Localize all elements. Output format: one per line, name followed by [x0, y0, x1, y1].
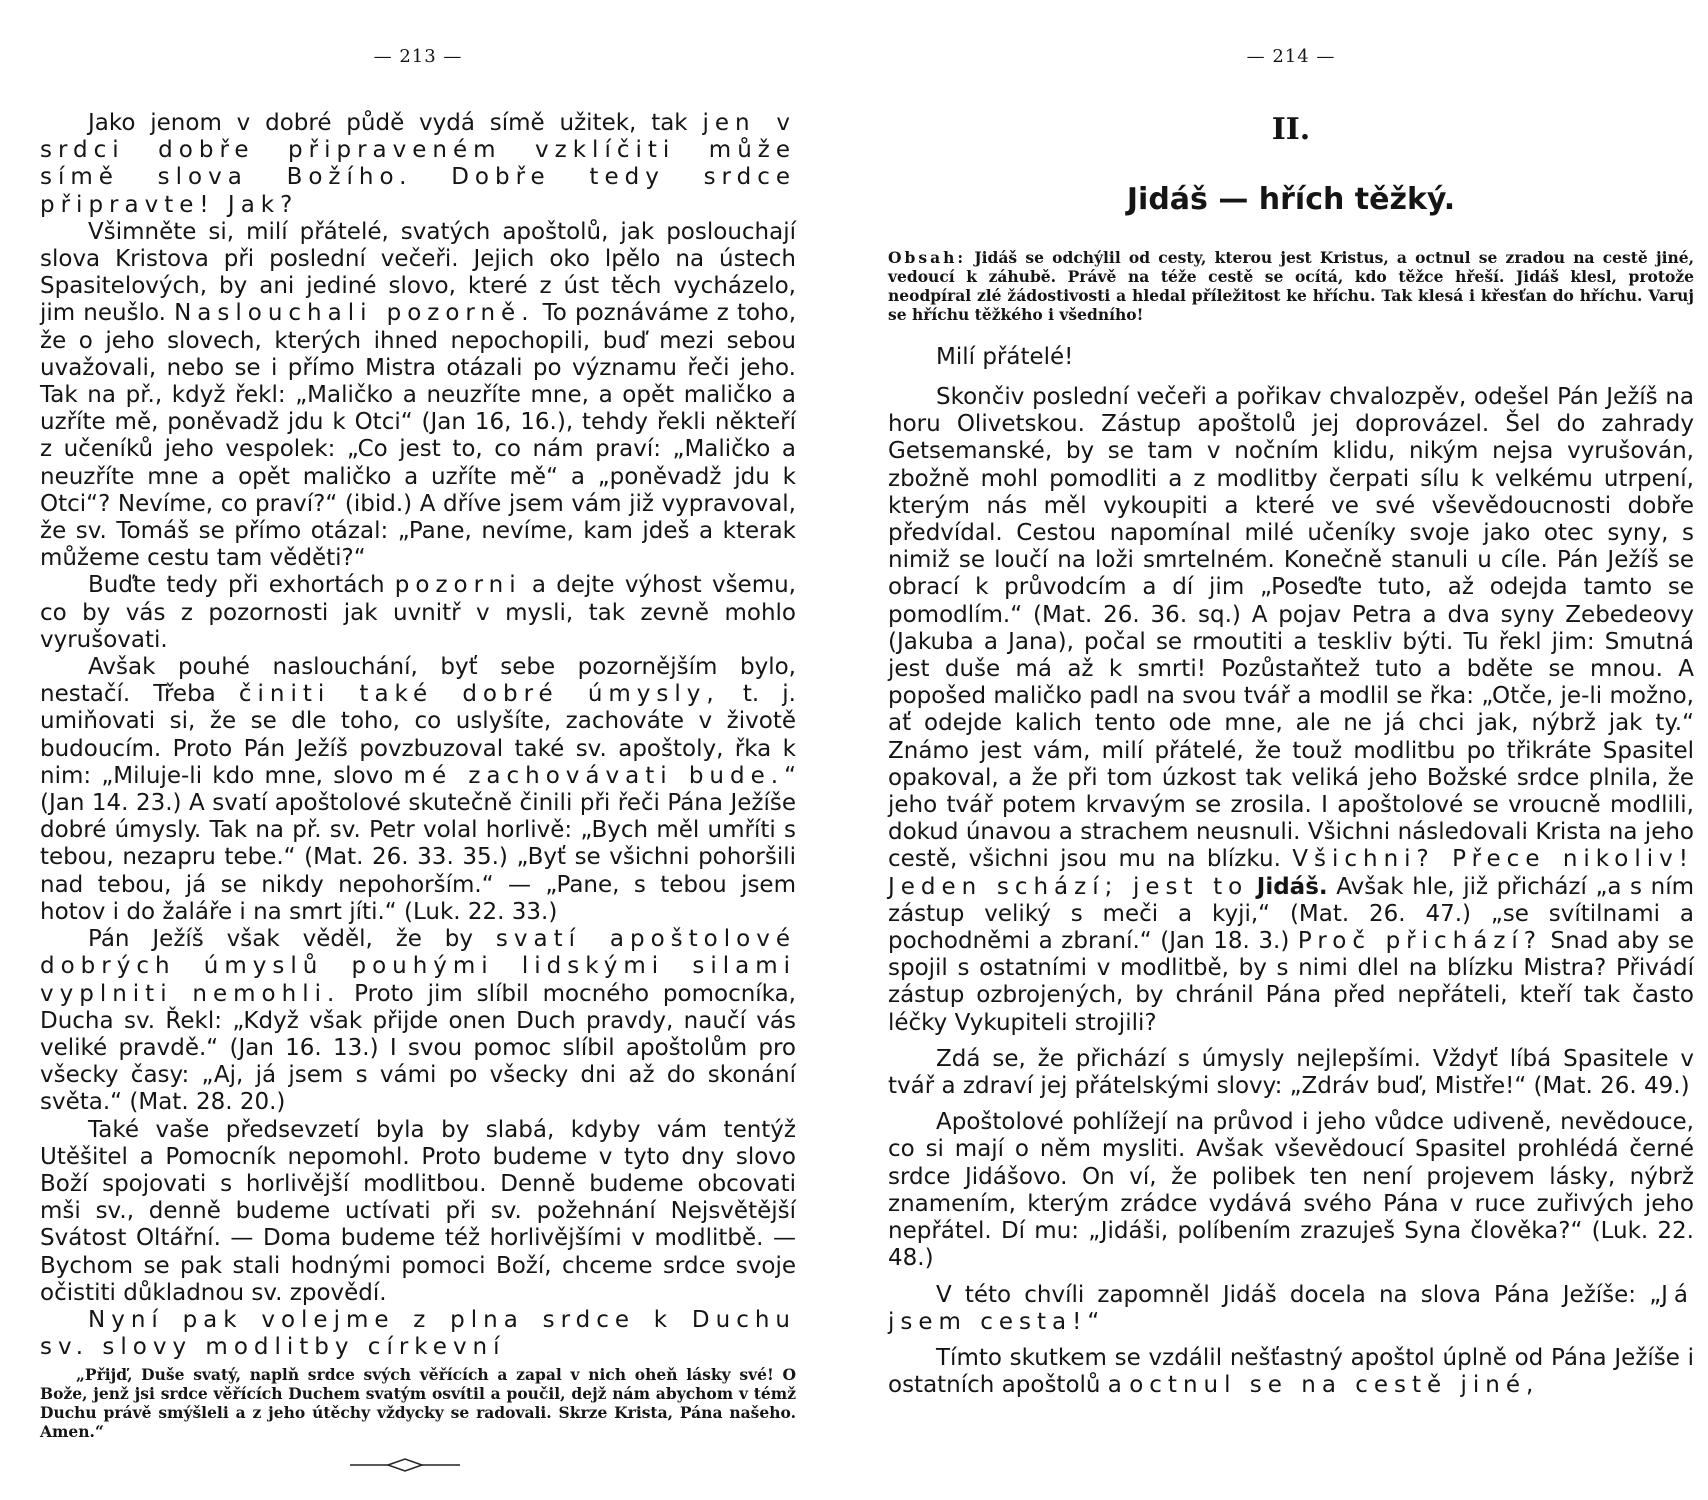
page-number: — 214 — — [1246, 46, 1336, 67]
spaced-emphasis: pozorni — [394, 572, 522, 599]
text-run: Pán Ježíš však věděl, že by — [88, 926, 496, 953]
prayer-text — [40, 1365, 796, 1441]
text-run: To poznáváme z toho, že o jeho slovech, kterých ihned nepochopili, buď mezi sebou uvažovali, nebo se i přímo Mistra otázali po významu řeči jeho. Tak na př., když řekl: „Maličko a neuzříte mne, a opět maličko a uzříte mě, poněvadž jdu k Otci“ (Jan 16, 16.), tehdy řekli někteří z učeníků jeho vespolek: „Co jest to, co nám praví: „Maličko a neuzříte mne a opět maličko a uzříte mě“ a „poněvadž jdu k Otci“? Nevíme, co praví?“ (ibid.) A dříve jsem vám již vypravoval, že sv. Tomáš se přímo otázal: „Pane, nevíme, kam jdeš a kterak můžeme cestu tam věděti?“ — [40, 300, 797, 572]
paragraph — [40, 219, 796, 573]
paragraph — [40, 654, 796, 926]
paragraph — [888, 384, 1694, 1037]
spaced-emphasis: svatí apoštolové dobrých úmyslů pouhými lidskými silami vyplniti nemohli. — [40, 926, 796, 1007]
text-run: V této chvíli zapomněl Jidáš docela na slova Pána Ježíše: „ — [936, 1281, 1662, 1308]
right-page — [854, 0, 1708, 1500]
spaced-emphasis: Já jsem cesta! — [888, 1281, 1694, 1335]
text-run: Avšak hle, již přichází „a s ním zástup veliký s meči a kyji,“ (Mat. 26. 47.) „se svítilnami a pochodněmi a zbraní.“ (Jan 18. 3.) — [888, 873, 1694, 955]
text-run: Skončiv poslední večeři a pořikav chvalozpěv, odešel Pán Ježíš na horu Olivetskou. Zástup apoštolů jej doprovázel. Šel do zahrady Getsemanské, by se tam v nočním klidu, nikým nejsa vyrušován, zbožně mohl pomodliti a z modlitby čerpati sílu k velkému utrpení, kterým nás měl vykoupiti a které ve své vševědoucnosti dobře předvídal. Cestou napomínal milé učeníky svoje jako otec syny, s nimiž se loučí na loži smrtelném. Konečně stanuli u cíle. Pán Ježíš se obrací k průvodcím a dí jim „Poseďte tuto, až odejda tamto se pomodlím.“ (Mat. 26. 36. sq.) A pojav Petra a dva syny Zebedeovy (Jakuba a Jana), počal se rmoutiti a teskliv býti. Tu řekl jim: Smutná jest duše má až k smrti! Pozůstaňtež tuto a bděte se mnou. A popošed maličko padl na svou tvář a modlil se řka: „Otče, je-li možno, ať odejde kalich tento ode mne, ale ne já chci jak, nýbrž jak ty.“ Známo jest vám, milí přátelé, že touž modlitbu po třikráte Spasitel opakoval, a že při tom úzkost tak veliká jeho Božské srdce plnila, že jeho tvář potem krvavým se zrosila. I apoštolové se vroucně modlili, dokud únavou a strachem neusnuli. Všichni následovali Krista na jeho cestě, všichni jsou mu na blízku. — [888, 384, 1694, 873]
end-ornament-icon — [350, 1457, 460, 1473]
spaced-emphasis: Všichni? Přece nikoliv! Jeden schází; jest to — [888, 846, 1694, 900]
text-run: “ — [1087, 1308, 1100, 1335]
paragraph — [888, 1282, 1694, 1336]
text-run: Také vaše předsevzetí byla by slabá, kdyby vám tentýž Utěšitel a Pomocník nepomohl. Proto budeme v tyto dny slovo Boží spojovati s horlivější modlitbou. Denně budeme obcovati mši sv., denně budeme uctívati při sv. požehnání Nejsvětější Svátost Oltářní. — Doma budeme též horlivějšími v modlitbě. — Bychom se pak stali hodnými pomoci Boží, chceme srdce svoje očistiti důkladnou sv. zpovědí. — [40, 1116, 796, 1306]
paragraph — [888, 1046, 1694, 1100]
spaced-emphasis: mé zachovávati bude. — [403, 762, 785, 789]
summary-text: Jidáš se odchýlil od cesty, kterou jest Kristus, a octnul se zradou na cestě jiné, vedoucí k záhubě. Právě na téže cestě se ocítá, kdo těžce hřeší. Jidáš klesl, protože neodpíral zlé žádostivosti a hledal příležitost ke hříchu. Tak klesá i křesťan do hříchu. Varuj se hříchu těžkého i všedního! — [888, 248, 1694, 324]
text-run: Všimněte si, milí přátelé, svatých apoštolů, jak poslouchají slova Kristova při poslední večeři. Jejich oko lpělo na ústech Spasitelových, by ani jediné slovo, které z úst těch vycházelo, jim neušlo. — [40, 218, 796, 327]
paragraph — [40, 572, 796, 654]
chapter-title: Jidáš — hřích těžký. — [1126, 182, 1456, 217]
prayer-paragraph: „Přijď, Duše svatý, naplň srdce svých věřících a zapal v nich oheň lásky své! O Bože, jenž jsi srdce věřících Duchem svatým osvítil a poučil, dejž nám abychom v témž Duchu právě smýšleli a z jeho útěchy vždycky se radovali. Skrze Krista, Pána našeho. Amen.“ — [40, 1365, 796, 1442]
spaced-emphasis: Proč přichází? — [1297, 928, 1542, 955]
text-run: Zdá se, že přichází s úmysly nejlepšími. Vždyť líbá Spasitele v tvář a zdraví jej přátelskými slovy: „Zdráv buď, Mistře!“ (Mat. 26. 49.) — [888, 1045, 1694, 1100]
text-run: Buďte tedy při exhortách — [88, 572, 395, 599]
text-run: t. j. umiňovati si, že se dle toho, co uslyšíte, zachováte v životě budoucím. Proto Pán Ježíš povzbuzoval také sv. apoštoly, řka k nim: „Miluje-li kdo mne, slovo — [40, 681, 796, 789]
chapter-number: II. — [1271, 112, 1311, 147]
text-run: “ (Jan 14. 23.) A svatí apoštolové skutečně činili při řeči Pána Ježíše dobré úmysly. Tak na př. sv. Petr volal horlivě: „Bych měl umříti s tebou, nezapru tebe.“ (Mat. 26. 33. 35.) „Byť se všichni pohoršili nad tebou, já se nikdy nepohorším.“ — „Pane, s tebou jsem hotov i do žaláře i na smrt jíti.“ (Luk. 22. 33.) — [40, 762, 796, 925]
salutation: Milí přátelé! — [936, 344, 1074, 370]
text-run: Apoštolové pohlížejí na průvod i jeho vůdce udiveně, nevědouce, co si mají o něm mysliti. Avšak vševědoucí Spasitel prohlédá černé srdce Jidášovo. On ví, že polibek ten není projevem lásky, nýbrž znamením, kterým zrádce vydává svého Pána v ruce zuřivých jeho nepřátel. Dí mu: „Jidáši, políbením zrazuješ Syna člověka?“ (Luk. 22. 48.) — [888, 1109, 1694, 1272]
spaced-emphasis: octnul se na cestě jiné, — [1129, 1372, 1540, 1399]
text-run: Jako jenom v dobré půdě vydá símě užitek, tak — [88, 110, 703, 136]
text-run: Proto jim slíbil mocného pomocníka, Ducha sv. Řekl: „Když však přijde onen Duch pravdy, naučí vás veliké pravdě.“ (Jan 16. 13.) I svou pomoc slíbil apoštolům pro všecky časy: „Aj, já jsem s vámi po všecky dni až do skonání světa.“ (Mat. 28. 20.) — [40, 980, 796, 1116]
paragraph — [888, 1345, 1694, 1399]
spaced-emphasis: jen v srdci dobře připraveném vzklíčiti může símě slova Božího. Dobře tedy srdce připravte! Jak? — [40, 110, 797, 218]
page-number: — 213 — — [373, 46, 463, 67]
spaced-emphasis: Nyní pak volejme z plna srdce k Duchu sv. slovy modlitby církevní — [40, 1306, 796, 1361]
chapter-summary — [888, 248, 1694, 324]
spaced-emphasis: Naslouchali pozorně. — [174, 300, 535, 327]
summary-label: Obsah: — [888, 248, 967, 267]
left-page-text — [40, 110, 796, 1361]
bold-emphasis: Jidáš. — [1256, 873, 1328, 900]
text-run — [1248, 874, 1257, 900]
text-run: Tímto skutkem se vzdálil nešťastný apoštol úplně od Pána Ježíše i ostatních apoštolů a — [888, 1344, 1694, 1399]
right-page-text — [888, 384, 1694, 1399]
text-run: Avšak pouhé naslouchání, byť sebe pozornějším bylo, nestačí. Třeba — [40, 654, 796, 708]
text-run: a dejte výhost všemu, co by vás z pozornosti jak uvnitř v mysli, tak zevně mohlo vyrušovati. — [40, 572, 796, 653]
paragraph — [40, 1117, 796, 1307]
spaced-emphasis: činiti také dobré úmysly, — [238, 681, 720, 708]
paragraph — [40, 926, 796, 1116]
paragraph — [40, 1307, 796, 1361]
paragraph — [40, 110, 796, 219]
paragraph — [888, 1109, 1694, 1272]
text-run: Snad aby se spojil s ostatními v modlitbě, by s nimi dlel na blízku Mistra? Přivádí zástup ozbrojených, by chránil Pána před nepřáteli, kteří tak často léčky Vykupiteli strojili? — [888, 928, 1694, 1036]
